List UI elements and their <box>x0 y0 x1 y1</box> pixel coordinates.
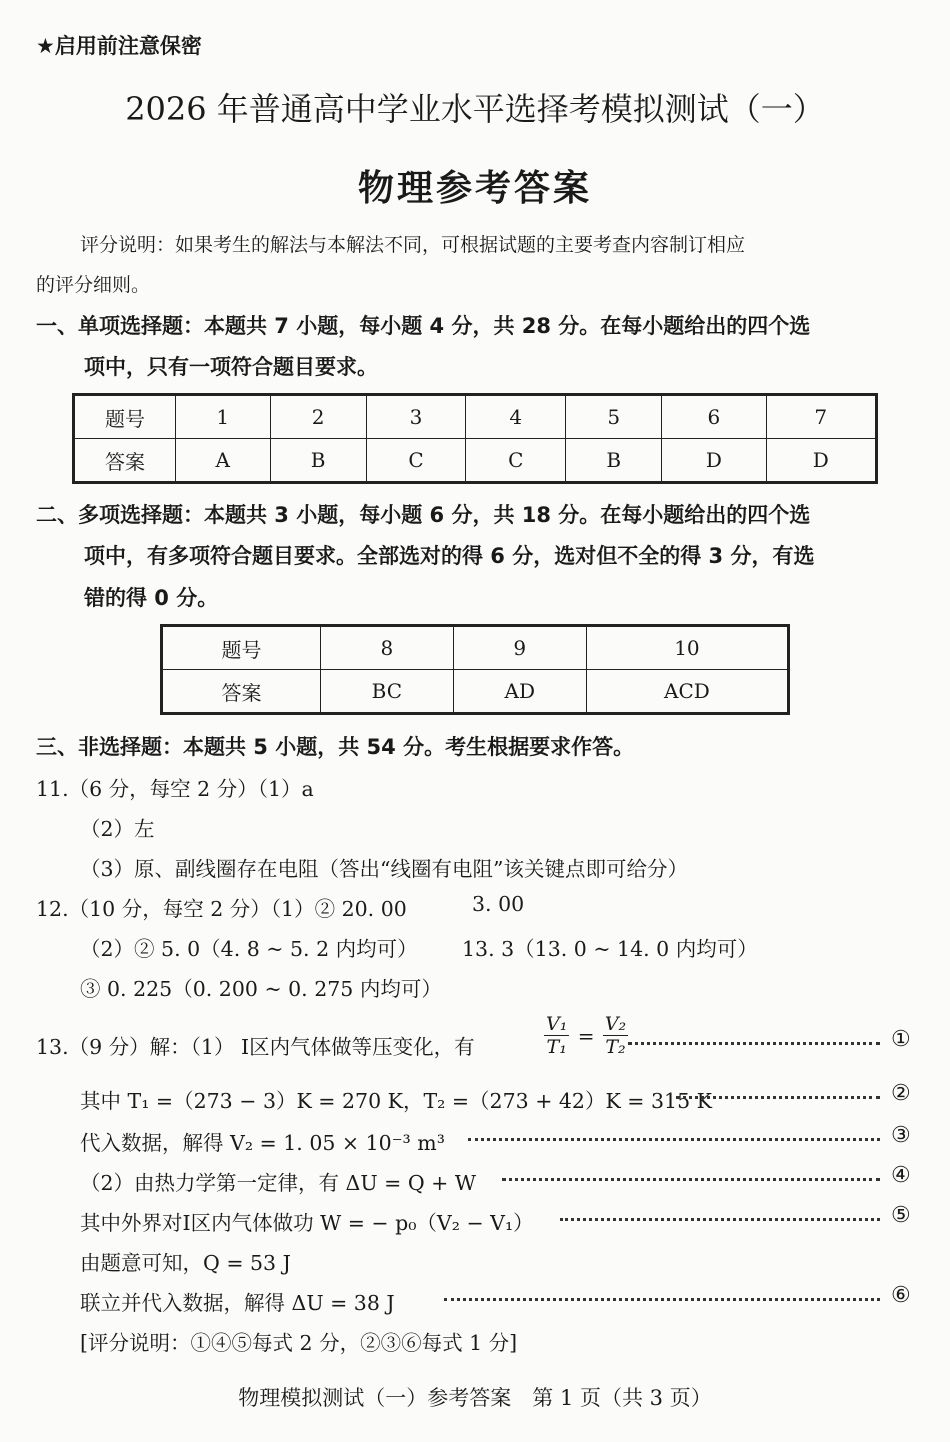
q12-line2: （2）② 5. 0（4. 8 ~ 5. 2 内均可） <box>80 937 418 961</box>
answer-cell: BC <box>321 670 454 714</box>
table-row <box>74 439 877 483</box>
fraction-v2-t2 <box>603 1015 628 1057</box>
fraction-numerator: V₁ <box>546 1013 568 1035</box>
document-subtitle: 物理参考答案 <box>357 168 592 209</box>
q13-line4: （2）由热力学第一定律，有 ΔU = Q + W <box>80 1171 476 1195</box>
row-label-number: 题号 <box>162 626 321 670</box>
q13-line2: 其中 T₁ =（273 − 3）K = 270 K，T₂ =（273 + 42）K = 315 K <box>80 1089 712 1113</box>
fraction-denominator: T₂ <box>605 1036 626 1058</box>
page-footer: 物理模拟测试（一）参考答案 第 1 页（共 3 页） <box>238 1386 712 1410</box>
answer-cell: C <box>466 439 566 483</box>
answer-cell: B <box>270 439 366 483</box>
q13-line7: 联立并代入数据，解得 ΔU = 38 J <box>80 1291 395 1315</box>
answer-cell: D <box>766 439 876 483</box>
leader-dots <box>676 1096 880 1099</box>
equation-mark-3: ③ <box>891 1123 911 1148</box>
q13-line6: 由题意可知，Q = 53 J <box>80 1251 291 1275</box>
question-number: 6 <box>662 395 766 439</box>
formula-v-over-t <box>544 1015 628 1057</box>
q11-line2: （2）左 <box>80 817 155 841</box>
leader-dots <box>560 1218 880 1221</box>
question-number: 9 <box>453 626 586 670</box>
question-number: 10 <box>586 626 788 670</box>
leader-dots <box>444 1298 880 1301</box>
section1-heading: 一、单项选择题：本题共 7 小题，每小题 4 分，共 28 分。在每小题给出的四个选 <box>36 314 811 338</box>
question-number: 2 <box>270 395 366 439</box>
leader-dots <box>468 1138 880 1141</box>
fraction-denominator: T₁ <box>546 1036 567 1058</box>
equation-mark-5: ⑤ <box>891 1203 911 1228</box>
equation-mark-6: ⑥ <box>891 1283 911 1308</box>
q11-line1: 11.（6 分，每空 2 分）（1）a <box>36 777 314 801</box>
section2-heading: 二、多项选择题：本题共 3 小题，每小题 6 分，共 18 分。在每小题给出的四个选 <box>36 503 811 527</box>
single-choice-answer-table <box>72 393 878 484</box>
row-label-answer: 答案 <box>162 670 321 714</box>
question-number: 8 <box>321 626 454 670</box>
table-row <box>162 626 789 670</box>
grading-note-line2: 的评分细则。 <box>36 274 151 296</box>
exam-title: 2026 年普通高中学业水平选择考模拟测试（一） <box>125 90 825 128</box>
leader-dots <box>628 1042 880 1045</box>
grading-note-line1: 评分说明：如果考生的解法与本解法不同，可根据试题的主要考查内容制订相应 <box>80 234 746 256</box>
q12-line1-value: 3. 00 <box>472 892 525 916</box>
answer-cell: A <box>176 439 271 483</box>
equation-mark-4: ④ <box>891 1163 911 1188</box>
section3-heading: 三、非选择题：本题共 5 小题，共 54 分。考生根据要求作答。 <box>36 735 635 759</box>
answer-cell: AD <box>453 670 586 714</box>
grading-criteria-note: [评分说明：①④⑤每式 2 分，②③⑥每式 1 分] <box>80 1331 518 1355</box>
leader-dots <box>502 1178 880 1181</box>
section1-heading-cont: 项中，只有一项符合题目要求。 <box>84 355 378 379</box>
question-number: 4 <box>466 395 566 439</box>
q12-line1: 12.（10 分，每空 2 分）（1）② 20. 00 <box>36 897 407 921</box>
q12-line3: ③ 0. 225（0. 200 ~ 0. 275 内均可） <box>80 977 442 1001</box>
q13-line3: 代入数据，解得 V₂ = 1. 05 × 10⁻³ m³ <box>80 1131 445 1155</box>
question-number: 7 <box>766 395 876 439</box>
section2-heading-cont2: 错的得 0 分。 <box>84 586 219 610</box>
answer-cell: ACD <box>586 670 788 714</box>
row-label-answer: 答案 <box>74 439 176 483</box>
question-number: 5 <box>566 395 662 439</box>
row-label-number: 题号 <box>74 395 176 439</box>
section2-heading-cont1: 项中，有多项符合题目要求。全部选对的得 6 分，选对但不全的得 3 分，有选 <box>84 544 815 568</box>
q13-line1: 13.（9 分）解：（1） Ⅰ区内气体做等压变化，有 <box>36 1035 475 1059</box>
q12-line2-value: 13. 3（13. 0 ~ 14. 0 内均可） <box>462 937 758 961</box>
table-row <box>74 395 877 439</box>
question-number: 1 <box>176 395 271 439</box>
confidential-notice: ★启用前注意保密 <box>36 34 202 58</box>
equation-mark-1: ① <box>891 1027 911 1052</box>
multi-choice-answer-table <box>160 624 790 715</box>
equals-sign: = <box>577 1024 595 1048</box>
table-row <box>162 670 789 714</box>
q11-line3: （3）原、副线圈存在电阻（答出“线圈有电阻”该关键点即可给分） <box>80 857 689 881</box>
q13-line5: 其中外界对Ⅰ区内气体做功 W = − p₀（V₂ − V₁） <box>80 1211 534 1235</box>
answer-cell: C <box>366 439 466 483</box>
fraction-v1-t1 <box>544 1015 569 1057</box>
equation-mark-2: ② <box>891 1081 911 1106</box>
question-number: 3 <box>366 395 466 439</box>
answer-cell: D <box>662 439 766 483</box>
answer-cell: B <box>566 439 662 483</box>
fraction-numerator: V₂ <box>604 1013 627 1035</box>
